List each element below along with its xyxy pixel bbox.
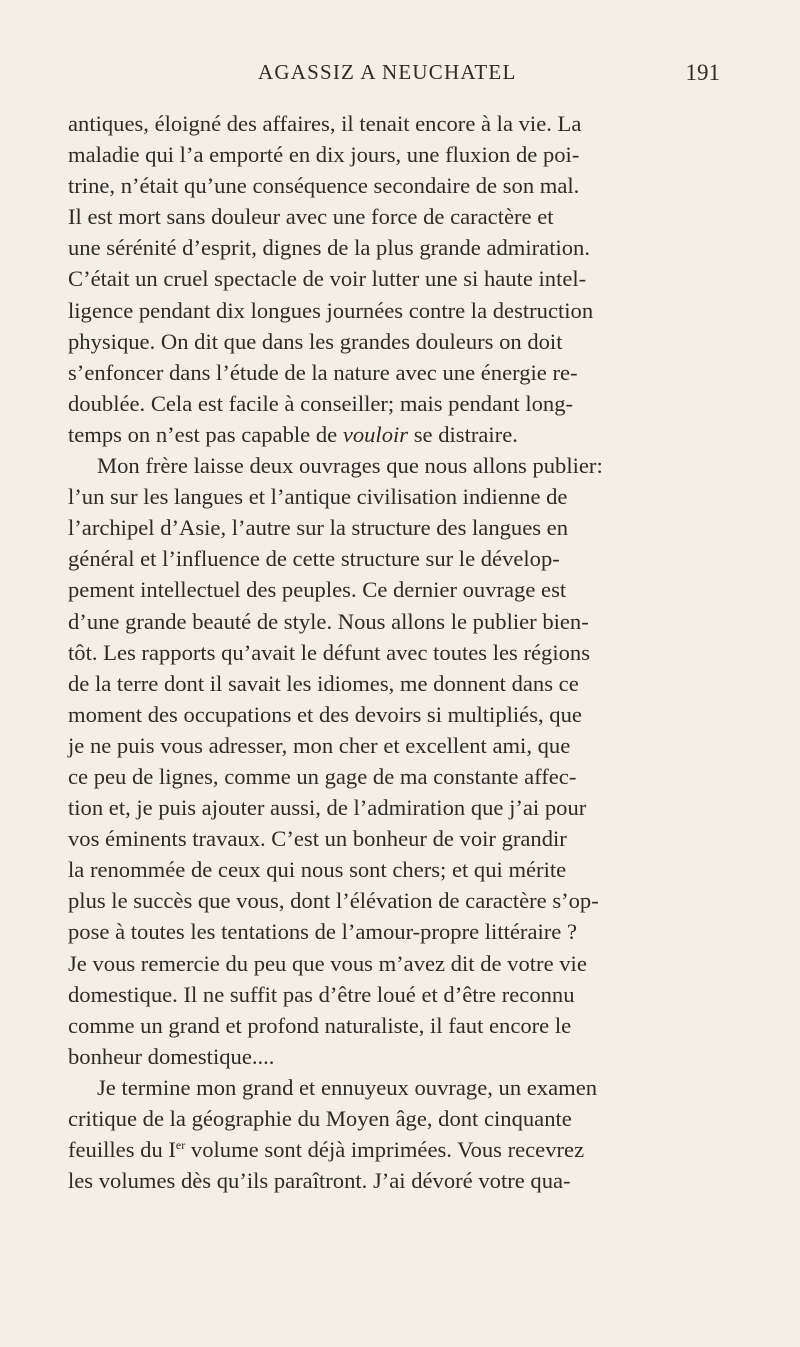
text-line: s’enfoncer dans l’étude de la nature avec une énergie re-	[68, 359, 578, 385]
text-line	[68, 1134, 728, 1165]
text-line: moment des occupations et des devoirs si multipliés, que	[68, 701, 582, 727]
text-line	[68, 419, 728, 450]
text-line: une sérénité d’esprit, dignes de la plus grande admiration.	[68, 235, 591, 261]
text-line: ligence pendant dix longues journées contre la destruction	[68, 297, 594, 323]
text-line: l’un sur les langues et l’antique civilisation indienne de	[68, 484, 568, 510]
text-line: Il est mort sans douleur avec une force de caractère et	[68, 204, 554, 230]
text-segment: temps on n’est pas capable de	[68, 421, 343, 447]
text-line: antiques, éloigné des affaires, il tenait encore à la vie. La	[68, 111, 582, 136]
text-line: tôt. Les rapports qu’avait le défunt avec toutes les régions	[68, 639, 591, 665]
text-line: l’archipel d’Asie, l’autre sur la structure des langues en	[68, 515, 569, 541]
superscript: er	[175, 1138, 186, 1153]
text-line: doublée. Cela est facile à conseiller; mais pendant long-	[68, 390, 574, 416]
text-line: je ne puis vous adresser, mon cher et excellent ami, que	[68, 732, 571, 758]
text-line: vos éminents travaux. C’est un bonheur de voir grandir	[68, 826, 567, 852]
text-line: bonheur domestique....	[68, 1043, 275, 1069]
text-line: de la terre dont il savait les idiomes, me donnent dans ce	[68, 670, 579, 696]
page-number: 191	[685, 60, 720, 85]
text-segment: volume sont déjà imprimées. Vous recevrez	[185, 1137, 585, 1163]
text-line: plus le succès que vous, dont l’élévation de caractère s’op-	[68, 888, 599, 914]
text-line: ce peu de lignes, comme un gage de ma constante affec-	[68, 763, 577, 789]
page-header	[68, 60, 720, 94]
running-head: AGASSIZ A NEUCHATEL	[258, 60, 517, 84]
text-line: Je vous remercie du peu que vous m’avez dit de votre vie	[68, 950, 587, 976]
text-line: C’était un cruel spectacle de voir lutter une si haute intel-	[68, 266, 587, 292]
text-line: physique. On dit que dans les grandes douleurs on doit	[68, 328, 563, 354]
text-line: général et l’influence de cette structure sur le dévelop-	[68, 546, 560, 572]
text-line: pose à toutes les tentations de l’amour-propre littéraire ?	[68, 919, 577, 945]
text-line: critique de la géographie du Moyen âge, dont cinquante	[68, 1106, 572, 1131]
text-line: la renommée de ceux qui nous sont chers; et qui mérite	[68, 857, 567, 883]
italic-word: vouloir	[342, 421, 409, 447]
text-line: trine, n’était qu’une conséquence secondaire de son mal.	[68, 173, 580, 199]
text-segment: se distraire.	[408, 421, 518, 447]
text-line: d’une grande beauté de style. Nous allons le publier bien-	[68, 608, 589, 634]
paragraph-start-line: Mon frère laisse deux ouvrages que nous allons publier:	[97, 453, 603, 479]
text-line: les volumes dès qu’ils paraîtront. J’ai dévoré votre qua-	[68, 1168, 571, 1194]
text-line: pement intellectuel des peuples. Ce dernier ouvrage est	[68, 577, 567, 603]
text-line: tion et, je puis ajouter aussi, de l’admiration que j’ai pour	[68, 795, 587, 821]
text-line: maladie qui l’a emporté en dix jours, une fluxion de poi-	[68, 142, 580, 168]
text-line: domestique. Il ne suffit pas d’être loué et d’être reconnu	[68, 981, 575, 1007]
body-text	[68, 108, 728, 1196]
paragraph-start-line: Je termine mon grand et ennuyeux ouvrage, un examen	[97, 1074, 598, 1100]
text-line: comme un grand et profond naturaliste, il faut encore le	[68, 1012, 572, 1038]
text-segment: feuilles du I	[68, 1137, 176, 1163]
